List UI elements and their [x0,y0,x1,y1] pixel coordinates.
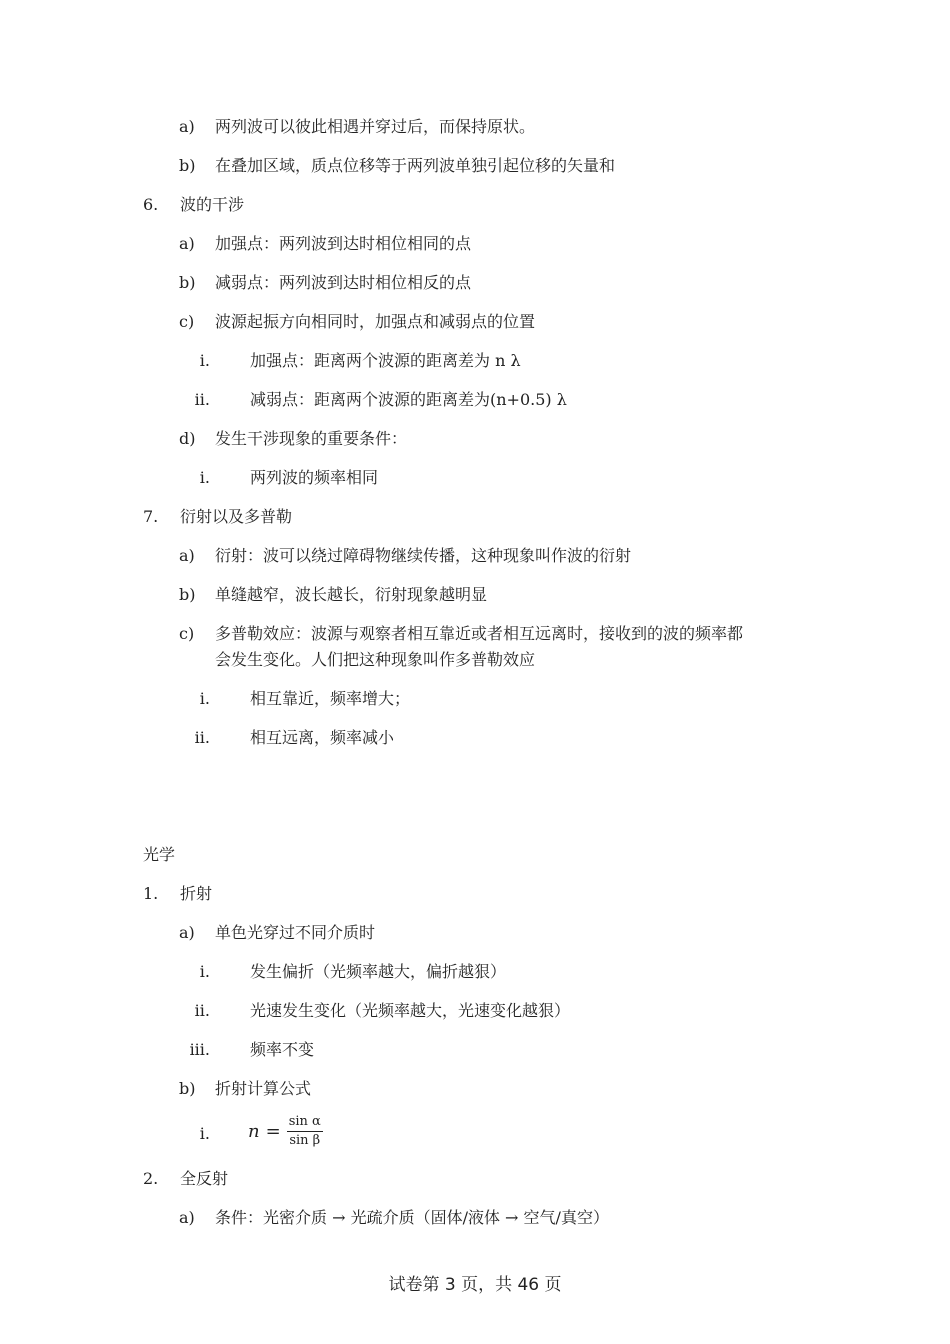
list-item: 频率不变 [250,1040,315,1059]
list-marker: a) [179,546,195,565]
list-item: 两列波的频率相同 [250,468,379,487]
formula-equals: = [265,1121,281,1142]
list-item: 条件：光密介质 → 光疏介质（固体/液体 → 空气/真空） [215,1208,609,1227]
section-title-optics: 光学 [143,845,176,864]
list-item: 单缝越窄，波长越长，衍射现象越明显 [215,585,488,604]
refraction-formula [248,1114,323,1149]
list-item-line1: 多普勒效应：波源与观察者相互靠近或者相互远离时，接收到的波的频率都 [215,624,744,643]
list-item: 加强点：距离两个波源的距离差为 n λ [250,351,521,370]
formula-numerator: sin α [287,1114,323,1132]
list-marker: i. [199,962,210,981]
list-marker: b) [179,585,196,604]
heading-number: 1. [143,884,159,903]
list-item: 发生偏折（光频率越大，偏折越狠） [250,962,507,981]
list-marker: ii. [194,728,210,747]
list-marker: a) [179,923,195,942]
formula-denominator: sin β [289,1133,321,1148]
list-item: 减弱点：距离两个波源的距离差为(n+0.5) λ [250,390,567,409]
list-marker: c) [179,624,195,643]
list-marker: d) [179,429,196,448]
list-marker: i. [199,468,210,487]
heading-refraction: 折射 [180,884,213,903]
list-marker: b) [179,273,196,292]
list-marker: i. [199,689,210,708]
list-marker: b) [179,1079,196,1098]
list-item: 在叠加区域，质点位移等于两列波单独引起位移的矢量和 [215,156,616,175]
list-marker: b) [179,156,196,175]
list-marker: ii. [194,1001,210,1020]
list-item: 相互远离，频率减小 [250,728,395,747]
list-item-line2: 会发生变化。人们把这种现象叫作多普勒效应 [215,650,536,669]
formula-fraction [287,1114,323,1149]
list-marker: ii. [194,390,210,409]
page-footer: 试卷第 3 页，共 46 页 [388,1275,562,1295]
list-item: 减弱点：两列波到达时相位相反的点 [215,273,472,292]
list-item: 波源起振方向相同时，加强点和减弱点的位置 [215,312,536,331]
list-item: 光速发生变化（光频率越大，光速变化越狠） [250,1001,571,1020]
list-item: 加强点：两列波到达时相位相同的点 [215,234,472,253]
heading-number: 7. [143,507,159,526]
list-item: 发生干涉现象的重要条件： [215,429,408,448]
heading-number: 2. [143,1169,159,1188]
list-marker: i. [199,1124,210,1143]
list-marker: a) [179,234,195,253]
list-item: 两列波可以彼此相遇并穿过后，而保持原状。 [215,117,536,136]
formula-lhs: n [248,1121,260,1142]
list-marker: c) [179,312,195,331]
heading-interference: 波的干涉 [180,195,245,214]
list-marker: iii. [189,1040,210,1059]
heading-number: 6. [143,195,159,214]
list-item: 相互靠近，频率增大； [250,689,411,708]
list-item: 衍射：波可以绕过障碍物继续传播，这种现象叫作波的衍射 [215,546,632,565]
heading-diffraction: 衍射以及多普勒 [180,507,293,526]
list-item: 折射计算公式 [215,1079,312,1098]
list-marker: i. [199,351,210,370]
list-marker: a) [179,1208,195,1227]
heading-total-reflection: 全反射 [180,1169,229,1188]
list-item: 单色光穿过不同介质时 [215,923,376,942]
list-marker: a) [179,117,195,136]
